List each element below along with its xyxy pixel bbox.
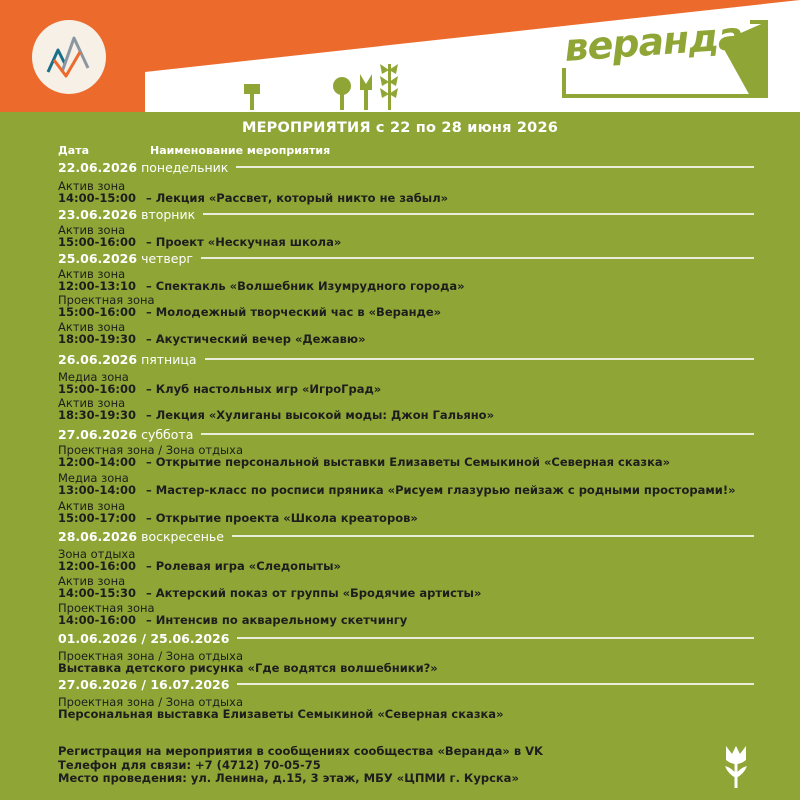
event-time: 13:00-14:00 xyxy=(58,483,136,497)
period-header xyxy=(58,675,754,693)
event-title: – Открытие персональной выставки Елизаветы Семыкиной «Северная сказка» xyxy=(146,455,671,469)
event-line xyxy=(58,587,481,600)
event-line xyxy=(58,192,448,205)
event-line xyxy=(58,614,407,627)
event-zone: Медиа зона xyxy=(58,370,129,384)
day-divider xyxy=(203,213,754,215)
event-zone: Актив зона xyxy=(58,179,126,193)
event-line xyxy=(58,512,418,525)
event-line xyxy=(58,383,381,396)
day-date: 23.06.2026 xyxy=(58,206,138,222)
event-item xyxy=(58,548,341,573)
event-title: – Молодежный творческий час в «Веранде» xyxy=(146,305,442,319)
event-title: – Клуб настольных игр «ИгроГрад» xyxy=(146,382,382,396)
event-title: – Открытие проекта «Школа креаторов» xyxy=(146,511,418,525)
day-divider xyxy=(201,433,754,435)
day-weekday: воскресенье xyxy=(141,528,224,544)
event-time: 14:00-15:00 xyxy=(58,191,136,205)
day-header xyxy=(58,350,754,368)
event-zone: Проектная зона xyxy=(58,293,155,307)
event-item xyxy=(58,294,441,319)
event-zone: Проектная зона / Зона отдыха xyxy=(58,649,243,663)
event-title: Выставка детского рисунка «Где водятся волшебники?» xyxy=(58,661,438,675)
event-zone: Актив зона xyxy=(58,574,126,588)
day-weekday: четверг xyxy=(141,250,193,266)
tulip-icon xyxy=(722,744,750,790)
event-time: 14:00-16:00 xyxy=(58,613,136,627)
event-title: – Лекция «Рассвет, который никто не забыл» xyxy=(146,191,449,205)
period-dates: 27.06.2026 / 16.07.2026 xyxy=(58,676,230,692)
event-line xyxy=(58,484,736,497)
day-header xyxy=(58,205,754,223)
event-title: – Ролевая игра «Следопыты» xyxy=(146,559,341,573)
event-item xyxy=(58,371,381,396)
period-dates: 01.06.2026 / 25.06.2026 xyxy=(58,630,230,646)
day-weekday: вторник xyxy=(141,206,196,222)
event-zone: Актив зона xyxy=(58,396,126,410)
event-zone: Актив зона xyxy=(58,499,126,513)
event-item xyxy=(58,224,341,249)
event-item xyxy=(58,500,418,525)
event-time: 15:00-17:00 xyxy=(58,511,136,525)
event-item xyxy=(58,575,481,600)
event-title: – Спектакль «Волшебник Изумрудного города» xyxy=(146,279,465,293)
day-header xyxy=(58,249,754,267)
venue-address: Место проведения: ул. Ленина, д.15, 3 этаж, МБУ «ЦПМИ г. Курска» xyxy=(58,771,519,785)
contact-phone: Телефон для связи: +7 (4712) 70-05-75 xyxy=(58,757,321,772)
event-item xyxy=(58,696,504,721)
day-divider xyxy=(201,257,754,259)
day-divider xyxy=(205,358,754,360)
event-time: 12:00-13:10 xyxy=(58,279,136,293)
day-date: 26.06.2026 xyxy=(58,351,138,367)
event-item xyxy=(58,180,448,205)
event-title: – Интенсив по акварельному скетчингу xyxy=(146,613,408,627)
event-time: 14:00-15:30 xyxy=(58,586,136,600)
event-item xyxy=(58,650,438,675)
event-time: 18:00-19:30 xyxy=(58,332,136,346)
event-zone: Проектная зона / Зона отдыха xyxy=(58,695,243,709)
event-zone: Проектная зона xyxy=(58,601,155,615)
column-header-date: Дата xyxy=(58,144,90,157)
event-line xyxy=(58,456,670,469)
day-weekday: суббота xyxy=(141,426,194,442)
event-zone: Актив зона xyxy=(58,320,126,334)
day-date: 27.06.2026 xyxy=(58,426,138,442)
event-zone: Медиа зона xyxy=(58,471,129,485)
day-date: 25.06.2026 xyxy=(58,250,138,266)
page-title: МЕРОПРИЯТИЯ с 22 по 28 июня 2026 xyxy=(241,120,559,136)
event-line xyxy=(58,560,341,573)
day-header xyxy=(58,527,754,545)
brand-logo-text: веранда xyxy=(562,13,744,71)
day-date: 22.06.2026 xyxy=(58,159,138,175)
day-divider xyxy=(237,637,754,639)
day-header xyxy=(58,425,754,443)
day-date: 28.06.2026 xyxy=(58,528,138,544)
event-title: Персональная выставка Елизаветы Семыкиной «Северная сказка» xyxy=(58,707,504,721)
event-time: 15:00-16:00 xyxy=(58,235,136,249)
event-line xyxy=(58,306,441,319)
event-title: – Мастер-класс по росписи пряника «Рисуем глазурью пейзаж с родными просторами!» xyxy=(146,483,736,497)
event-item xyxy=(58,444,670,469)
event-line xyxy=(58,236,341,249)
event-line xyxy=(58,409,494,422)
day-divider xyxy=(232,535,754,537)
column-header-name: Наименование мероприятия xyxy=(150,144,331,157)
event-time: 18:30-19:30 xyxy=(58,408,136,422)
day-header xyxy=(58,158,754,176)
event-item xyxy=(58,472,736,497)
event-time: 12:00-14:00 xyxy=(58,455,136,469)
event-title: – Проект «Нескучная школа» xyxy=(146,235,342,249)
event-title: – Актерский показ от группы «Бродячие артисты» xyxy=(146,586,482,600)
day-weekday: понедельник xyxy=(141,159,229,175)
period-header xyxy=(58,629,754,647)
event-time: 12:00-16:00 xyxy=(58,559,136,573)
event-zone: Актив зона xyxy=(58,223,126,237)
event-line xyxy=(58,280,465,293)
event-zone: Зона отдыха xyxy=(58,547,136,561)
event-item xyxy=(58,268,465,293)
event-item xyxy=(58,602,407,627)
event-line xyxy=(58,333,366,346)
event-title: – Лекция «Хулиганы высокой моды: Джон Гальяно» xyxy=(146,408,494,422)
event-zone: Проектная зона / Зона отдыха xyxy=(58,443,243,457)
day-divider xyxy=(236,166,754,168)
event-title: – Акустический вечер «Дежавю» xyxy=(146,332,366,346)
event-item xyxy=(58,321,366,346)
registration-note: Регистрация на мероприятия в сообщениях сообщества «Веранда» в VK xyxy=(58,744,543,758)
footer-info xyxy=(58,745,543,786)
event-time: 15:00-16:00 xyxy=(58,305,136,319)
event-zone: Актив зона xyxy=(58,267,126,281)
day-divider xyxy=(237,683,754,685)
event-item xyxy=(58,397,494,422)
day-weekday: пятница xyxy=(141,351,197,367)
event-time: 15:00-16:00 xyxy=(58,382,136,396)
